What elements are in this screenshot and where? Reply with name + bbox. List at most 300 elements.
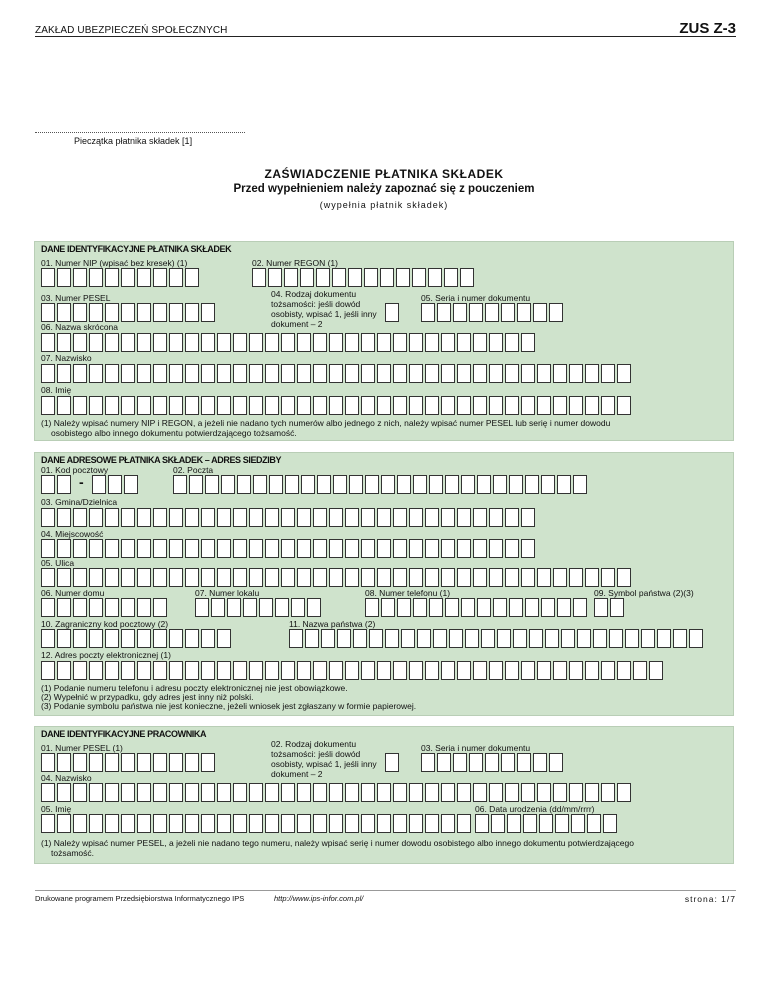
character-box[interactable] — [73, 396, 87, 415]
character-box[interactable] — [345, 568, 359, 587]
character-box[interactable] — [265, 783, 279, 802]
character-box[interactable] — [169, 333, 183, 352]
character-box[interactable] — [73, 268, 87, 287]
character-box[interactable] — [689, 629, 703, 648]
character-box[interactable] — [489, 661, 503, 680]
character-box[interactable] — [489, 396, 503, 415]
character-box[interactable] — [41, 598, 55, 617]
character-box[interactable] — [89, 753, 103, 772]
character-box[interactable] — [137, 783, 151, 802]
surname-field[interactable] — [41, 364, 633, 383]
character-box[interactable] — [297, 568, 311, 587]
character-box[interactable] — [475, 814, 489, 833]
character-box[interactable] — [217, 396, 231, 415]
post-office-field[interactable] — [173, 475, 589, 494]
character-box[interactable] — [41, 475, 55, 494]
character-box[interactable] — [441, 396, 455, 415]
character-box[interactable] — [601, 661, 615, 680]
character-box[interactable] — [507, 814, 521, 833]
character-box[interactable] — [533, 303, 547, 322]
character-box[interactable] — [539, 814, 553, 833]
character-box[interactable] — [73, 753, 87, 772]
character-box[interactable] — [281, 783, 295, 802]
character-box[interactable] — [137, 568, 151, 587]
character-box[interactable] — [201, 508, 215, 527]
character-box[interactable] — [477, 475, 491, 494]
character-box[interactable] — [513, 629, 527, 648]
character-box[interactable] — [521, 396, 535, 415]
character-box[interactable] — [617, 783, 631, 802]
character-box[interactable] — [489, 783, 503, 802]
character-box[interactable] — [473, 396, 487, 415]
character-box[interactable] — [587, 814, 601, 833]
character-box[interactable] — [521, 333, 535, 352]
character-box[interactable] — [275, 598, 289, 617]
character-box[interactable] — [233, 661, 247, 680]
character-box[interactable] — [489, 539, 503, 558]
character-box[interactable] — [301, 475, 315, 494]
character-box[interactable] — [265, 568, 279, 587]
character-box[interactable] — [505, 568, 519, 587]
character-box[interactable] — [569, 661, 583, 680]
character-box[interactable] — [201, 753, 215, 772]
character-box[interactable] — [265, 396, 279, 415]
character-box[interactable] — [253, 475, 267, 494]
footer-url[interactable]: http://www.ips-infor.com.pl/ — [274, 894, 364, 903]
character-box[interactable] — [396, 268, 410, 287]
character-box[interactable] — [541, 475, 555, 494]
character-box[interactable] — [425, 333, 439, 352]
character-box[interactable] — [121, 814, 135, 833]
character-box[interactable] — [469, 303, 483, 322]
character-box[interactable] — [445, 598, 459, 617]
character-box[interactable] — [41, 508, 55, 527]
character-box[interactable] — [89, 568, 103, 587]
character-box[interactable] — [285, 475, 299, 494]
character-box[interactable] — [217, 814, 231, 833]
character-box[interactable] — [571, 814, 585, 833]
character-box[interactable] — [393, 333, 407, 352]
character-box[interactable] — [505, 539, 519, 558]
character-box[interactable] — [169, 814, 183, 833]
character-box[interactable] — [573, 475, 587, 494]
character-box[interactable] — [505, 333, 519, 352]
character-box[interactable] — [409, 783, 423, 802]
character-box[interactable] — [201, 396, 215, 415]
character-box[interactable] — [137, 303, 151, 322]
character-box[interactable] — [137, 396, 151, 415]
character-box[interactable] — [227, 598, 241, 617]
character-box[interactable] — [609, 629, 623, 648]
character-box[interactable] — [57, 629, 71, 648]
character-box[interactable] — [153, 303, 167, 322]
birth-date-field[interactable] — [475, 814, 619, 833]
character-box[interactable] — [185, 661, 199, 680]
character-box[interactable] — [313, 364, 327, 383]
character-box[interactable] — [441, 814, 455, 833]
apartment-number-field[interactable] — [195, 598, 323, 617]
character-box[interactable] — [265, 508, 279, 527]
character-box[interactable] — [473, 364, 487, 383]
document-type-field[interactable] — [385, 303, 401, 322]
character-box[interactable] — [521, 783, 535, 802]
character-box[interactable] — [393, 814, 407, 833]
character-box[interactable] — [57, 539, 71, 558]
character-box[interactable] — [537, 661, 551, 680]
character-box[interactable] — [153, 783, 167, 802]
character-box[interactable] — [429, 475, 443, 494]
character-box[interactable] — [105, 598, 119, 617]
character-box[interactable] — [537, 396, 551, 415]
character-box[interactable] — [57, 396, 71, 415]
character-box[interactable] — [201, 333, 215, 352]
character-box[interactable] — [437, 303, 451, 322]
character-box[interactable] — [41, 396, 55, 415]
character-box[interactable] — [493, 475, 507, 494]
character-box[interactable] — [41, 753, 55, 772]
character-box[interactable] — [137, 333, 151, 352]
character-box[interactable] — [453, 753, 467, 772]
character-box[interactable] — [361, 783, 375, 802]
character-box[interactable] — [421, 753, 435, 772]
character-box[interactable] — [393, 364, 407, 383]
character-box[interactable] — [345, 661, 359, 680]
character-box[interactable] — [105, 303, 119, 322]
character-box[interactable] — [265, 364, 279, 383]
character-box[interactable] — [633, 661, 647, 680]
character-box[interactable] — [297, 508, 311, 527]
postal-code-part2[interactable] — [92, 475, 140, 494]
character-box[interactable] — [57, 814, 71, 833]
character-box[interactable] — [124, 475, 138, 494]
character-box[interactable] — [297, 333, 311, 352]
character-box[interactable] — [89, 539, 103, 558]
character-box[interactable] — [348, 268, 362, 287]
character-box[interactable] — [457, 814, 471, 833]
character-box[interactable] — [413, 598, 427, 617]
character-box[interactable] — [385, 629, 399, 648]
character-box[interactable] — [553, 661, 567, 680]
character-box[interactable] — [425, 661, 439, 680]
character-box[interactable] — [249, 568, 263, 587]
character-box[interactable] — [92, 475, 106, 494]
character-box[interactable] — [617, 568, 631, 587]
character-box[interactable] — [153, 508, 167, 527]
character-box[interactable] — [501, 753, 515, 772]
character-box[interactable] — [585, 783, 599, 802]
character-box[interactable] — [361, 396, 375, 415]
character-box[interactable] — [585, 396, 599, 415]
character-box[interactable] — [457, 568, 471, 587]
character-box[interactable] — [153, 396, 167, 415]
character-box[interactable] — [269, 475, 283, 494]
character-box[interactable] — [185, 333, 199, 352]
character-box[interactable] — [169, 753, 183, 772]
character-box[interactable] — [521, 539, 535, 558]
character-box[interactable] — [185, 814, 199, 833]
character-box[interactable] — [329, 508, 343, 527]
employee-document-number-field[interactable] — [421, 753, 565, 772]
character-box[interactable] — [105, 539, 119, 558]
character-box[interactable] — [169, 783, 183, 802]
character-box[interactable] — [169, 303, 183, 322]
character-box[interactable] — [217, 629, 231, 648]
character-box[interactable] — [473, 508, 487, 527]
character-box[interactable] — [345, 333, 359, 352]
character-box[interactable] — [89, 396, 103, 415]
character-box[interactable] — [121, 629, 135, 648]
character-box[interactable] — [73, 508, 87, 527]
employee-surname-field[interactable] — [41, 783, 633, 802]
character-box[interactable] — [243, 598, 257, 617]
character-box[interactable] — [497, 629, 511, 648]
character-box[interactable] — [461, 598, 475, 617]
character-box[interactable] — [610, 598, 624, 617]
character-box[interactable] — [377, 364, 391, 383]
character-box[interactable] — [57, 598, 71, 617]
character-box[interactable] — [281, 364, 295, 383]
character-box[interactable] — [57, 508, 71, 527]
character-box[interactable] — [529, 629, 543, 648]
character-box[interactable] — [393, 661, 407, 680]
character-box[interactable] — [153, 539, 167, 558]
character-box[interactable] — [211, 598, 225, 617]
character-box[interactable] — [409, 539, 423, 558]
character-box[interactable] — [569, 568, 583, 587]
character-box[interactable] — [569, 364, 583, 383]
character-box[interactable] — [121, 783, 135, 802]
character-box[interactable] — [233, 814, 247, 833]
character-box[interactable] — [217, 508, 231, 527]
character-box[interactable] — [73, 814, 87, 833]
character-box[interactable] — [201, 783, 215, 802]
character-box[interactable] — [89, 661, 103, 680]
character-box[interactable] — [641, 629, 655, 648]
character-box[interactable] — [237, 475, 251, 494]
character-box[interactable] — [365, 598, 379, 617]
character-box[interactable] — [377, 539, 391, 558]
character-box[interactable] — [185, 508, 199, 527]
character-box[interactable] — [457, 539, 471, 558]
character-box[interactable] — [217, 539, 231, 558]
character-box[interactable] — [41, 364, 55, 383]
character-box[interactable] — [73, 364, 87, 383]
character-box[interactable] — [657, 629, 671, 648]
character-box[interactable] — [569, 396, 583, 415]
character-box[interactable] — [105, 814, 119, 833]
character-box[interactable] — [169, 364, 183, 383]
character-box[interactable] — [617, 396, 631, 415]
character-box[interactable] — [441, 539, 455, 558]
character-box[interactable] — [281, 661, 295, 680]
character-box[interactable] — [249, 508, 263, 527]
character-box[interactable] — [137, 661, 151, 680]
character-box[interactable] — [121, 598, 135, 617]
character-box[interactable] — [361, 539, 375, 558]
regon-field[interactable] — [252, 268, 476, 287]
character-box[interactable] — [57, 783, 71, 802]
character-box[interactable] — [137, 364, 151, 383]
character-box[interactable] — [137, 508, 151, 527]
character-box[interactable] — [89, 303, 103, 322]
employee-first-name-field[interactable] — [41, 814, 473, 833]
character-box[interactable] — [377, 508, 391, 527]
phone-field[interactable] — [365, 598, 589, 617]
character-box[interactable] — [297, 539, 311, 558]
character-box[interactable] — [557, 475, 571, 494]
character-box[interactable] — [377, 783, 391, 802]
character-box[interactable] — [445, 475, 459, 494]
character-box[interactable] — [201, 303, 215, 322]
character-box[interactable] — [41, 661, 55, 680]
character-box[interactable] — [433, 629, 447, 648]
character-box[interactable] — [441, 783, 455, 802]
locality-field[interactable] — [41, 539, 537, 558]
character-box[interactable] — [281, 508, 295, 527]
character-box[interactable] — [137, 268, 151, 287]
character-box[interactable] — [121, 364, 135, 383]
character-box[interactable] — [557, 598, 571, 617]
character-box[interactable] — [185, 568, 199, 587]
character-box[interactable] — [73, 539, 87, 558]
character-box[interactable] — [377, 396, 391, 415]
character-box[interactable] — [57, 364, 71, 383]
character-box[interactable] — [505, 661, 519, 680]
character-box[interactable] — [409, 814, 423, 833]
character-box[interactable] — [460, 268, 474, 287]
character-box[interactable] — [523, 814, 537, 833]
character-box[interactable] — [169, 568, 183, 587]
character-box[interactable] — [380, 268, 394, 287]
character-box[interactable] — [185, 303, 199, 322]
character-box[interactable] — [485, 753, 499, 772]
character-box[interactable] — [393, 783, 407, 802]
pesel-field[interactable] — [41, 303, 217, 322]
character-box[interactable] — [121, 268, 135, 287]
character-box[interactable] — [297, 814, 311, 833]
character-box[interactable] — [425, 396, 439, 415]
character-box[interactable] — [153, 268, 167, 287]
character-box[interactable] — [297, 783, 311, 802]
character-box[interactable] — [364, 268, 378, 287]
character-box[interactable] — [73, 661, 87, 680]
character-box[interactable] — [521, 508, 535, 527]
character-box[interactable] — [425, 364, 439, 383]
character-box[interactable] — [525, 475, 539, 494]
character-box[interactable] — [300, 268, 314, 287]
character-box[interactable] — [121, 661, 135, 680]
character-box[interactable] — [205, 475, 219, 494]
character-box[interactable] — [169, 396, 183, 415]
character-box[interactable] — [57, 753, 71, 772]
character-box[interactable] — [268, 268, 282, 287]
character-box[interactable] — [217, 661, 231, 680]
character-box[interactable] — [397, 598, 411, 617]
character-box[interactable] — [425, 508, 439, 527]
character-box[interactable] — [337, 629, 351, 648]
character-box[interactable] — [169, 268, 183, 287]
character-box[interactable] — [493, 598, 507, 617]
character-box[interactable] — [361, 508, 375, 527]
character-box[interactable] — [385, 303, 399, 322]
character-box[interactable] — [217, 783, 231, 802]
character-box[interactable] — [569, 783, 583, 802]
character-box[interactable] — [189, 475, 203, 494]
character-box[interactable] — [265, 333, 279, 352]
character-box[interactable] — [345, 539, 359, 558]
character-box[interactable] — [577, 629, 591, 648]
character-box[interactable] — [313, 508, 327, 527]
character-box[interactable] — [201, 661, 215, 680]
character-box[interactable] — [361, 333, 375, 352]
character-box[interactable] — [41, 814, 55, 833]
character-box[interactable] — [89, 268, 103, 287]
character-box[interactable] — [289, 629, 303, 648]
country-symbol-field[interactable] — [594, 598, 626, 617]
character-box[interactable] — [169, 539, 183, 558]
character-box[interactable] — [377, 814, 391, 833]
character-box[interactable] — [249, 539, 263, 558]
character-box[interactable] — [409, 396, 423, 415]
character-box[interactable] — [57, 268, 71, 287]
character-box[interactable] — [555, 814, 569, 833]
character-box[interactable] — [545, 629, 559, 648]
character-box[interactable] — [345, 508, 359, 527]
character-box[interactable] — [105, 568, 119, 587]
character-box[interactable] — [185, 396, 199, 415]
character-box[interactable] — [313, 396, 327, 415]
character-box[interactable] — [345, 364, 359, 383]
character-box[interactable] — [473, 539, 487, 558]
character-box[interactable] — [593, 629, 607, 648]
character-box[interactable] — [316, 268, 330, 287]
character-box[interactable] — [57, 475, 71, 494]
character-box[interactable] — [489, 333, 503, 352]
character-box[interactable] — [533, 753, 547, 772]
character-box[interactable] — [41, 333, 55, 352]
character-box[interactable] — [601, 783, 615, 802]
character-box[interactable] — [465, 629, 479, 648]
character-box[interactable] — [409, 333, 423, 352]
character-box[interactable] — [105, 364, 119, 383]
character-box[interactable] — [617, 661, 631, 680]
character-box[interactable] — [573, 598, 587, 617]
character-box[interactable] — [425, 539, 439, 558]
character-box[interactable] — [121, 508, 135, 527]
character-box[interactable] — [73, 303, 87, 322]
character-box[interactable] — [421, 303, 435, 322]
character-box[interactable] — [397, 475, 411, 494]
character-box[interactable] — [549, 753, 563, 772]
character-box[interactable] — [137, 753, 151, 772]
character-box[interactable] — [517, 753, 531, 772]
character-box[interactable] — [393, 539, 407, 558]
character-box[interactable] — [169, 629, 183, 648]
character-box[interactable] — [121, 568, 135, 587]
character-box[interactable] — [195, 598, 209, 617]
character-box[interactable] — [57, 303, 71, 322]
character-box[interactable] — [349, 475, 363, 494]
character-box[interactable] — [473, 783, 487, 802]
character-box[interactable] — [185, 364, 199, 383]
character-box[interactable] — [137, 629, 151, 648]
character-box[interactable] — [505, 364, 519, 383]
character-box[interactable] — [553, 364, 567, 383]
character-box[interactable] — [457, 508, 471, 527]
character-box[interactable] — [601, 568, 615, 587]
character-box[interactable] — [365, 475, 379, 494]
character-box[interactable] — [393, 508, 407, 527]
